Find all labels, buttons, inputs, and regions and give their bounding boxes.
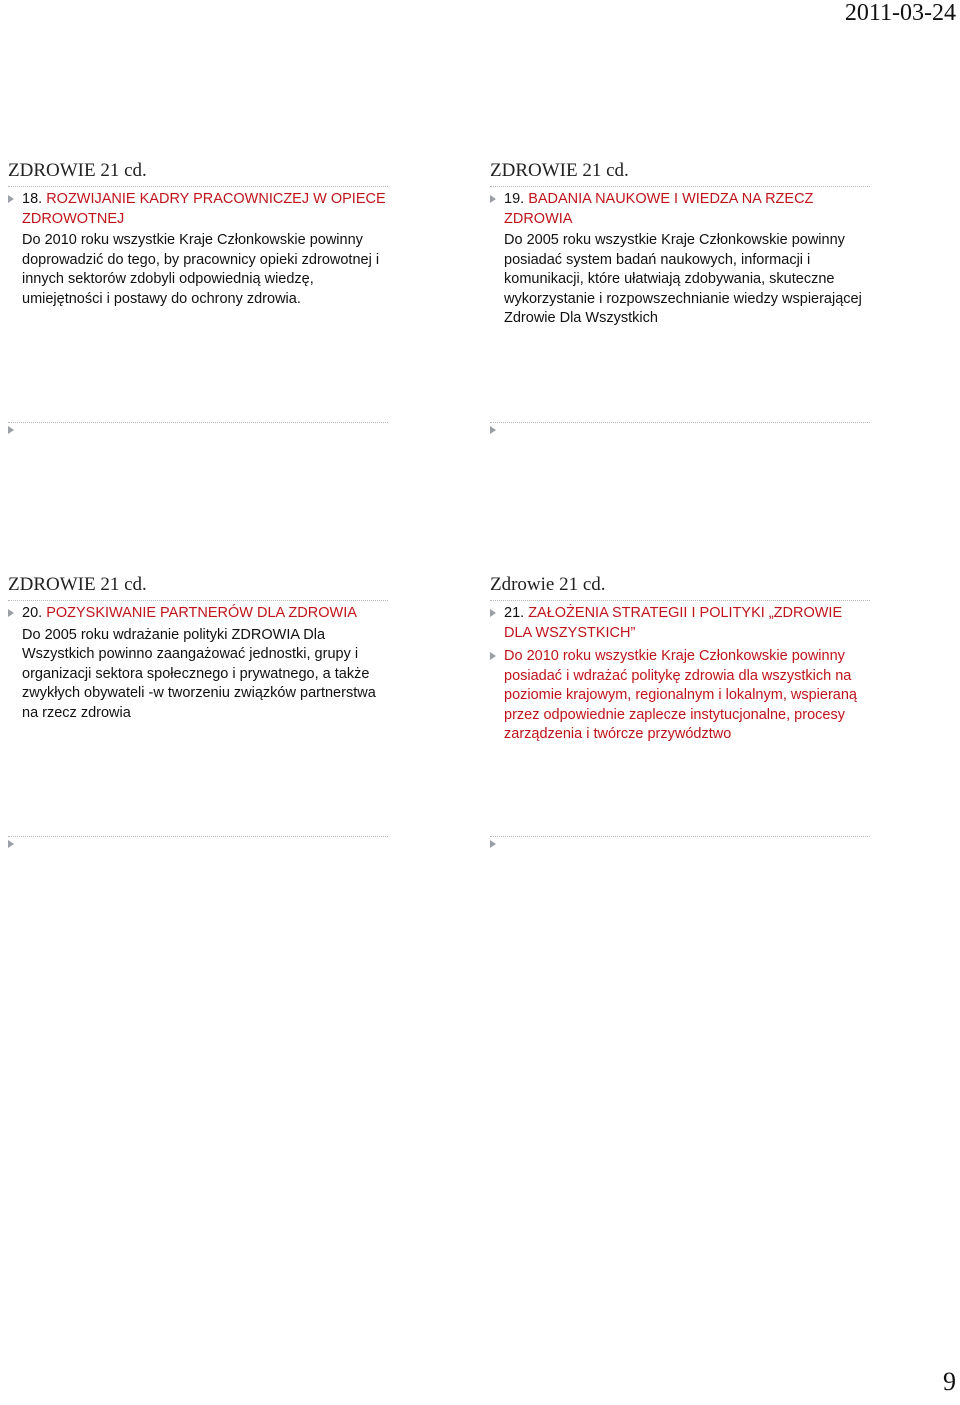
footer-divider	[490, 422, 870, 423]
title-divider	[8, 600, 388, 601]
bullet-item	[8, 190, 388, 229]
bullet-heading: ROZWIJANIE KADRY PRACOWNICZEJ W OPIECE ZDROWOTNEJ	[22, 191, 386, 227]
bullet-item	[8, 604, 388, 624]
slide-title: ZDROWIE 21 cd.	[8, 574, 147, 595]
bullet-number: 18.	[22, 191, 47, 207]
footer-divider	[8, 836, 388, 837]
footer-arrow-icon	[8, 426, 14, 434]
bullet-item	[490, 190, 870, 229]
bullet-arrow-icon	[8, 195, 14, 203]
bullet-item	[490, 604, 870, 643]
title-divider	[8, 186, 388, 187]
slide-title: ZDROWIE 21 cd.	[8, 160, 147, 181]
page-date: 2011-03-24	[844, 0, 956, 26]
slide-18	[8, 160, 388, 450]
footer-divider	[8, 422, 388, 423]
slide-21	[490, 574, 870, 864]
footer-arrow-icon	[8, 840, 14, 848]
bullet-heading: POZYSKIWANIE PARTNERÓW DLA ZDROWIA	[46, 605, 357, 621]
bullet-arrow-icon	[8, 609, 14, 617]
bullet-text: Do 2010 roku wszystkie Kraje Członkowskie powinny posiadać i wdrażać politykę zdrowia dla wszystkich na poziomie krajowym, regionalnym i lokalnym, wspieraną przez odpowiednie zaplecze instytucjonalne, procesy zarządzenia i twórcze przywództwo	[504, 648, 857, 742]
page-number: 9	[943, 1367, 956, 1396]
bullet-item	[490, 647, 870, 745]
slide-title: ZDROWIE 21 cd.	[490, 160, 629, 181]
title-divider	[490, 186, 870, 187]
footer-arrow-icon	[490, 840, 496, 848]
bullet-arrow-icon	[490, 652, 496, 660]
slide-19	[490, 160, 870, 450]
title-divider	[490, 600, 870, 601]
slide-title: Zdrowie 21 cd.	[490, 574, 606, 595]
footer-divider	[490, 836, 870, 837]
footer-arrow-icon	[490, 426, 496, 434]
slide-body: Do 2010 roku wszystkie Kraje Członkowskie powinny doprowadzić do tego, by pracownicy opieki zdrowotnej i innych sektorów zdobyli odpowiednią wiedzę, umiejętności i postawy do ochrony zdrowia.	[22, 232, 380, 307]
bullet-number: 20.	[22, 605, 47, 621]
bullet-arrow-icon	[490, 195, 496, 203]
bullet-heading: ZAŁOŻENIA STRATEGII I POLITYKI „ZDROWIE DLA WSZYSTKICH”	[504, 605, 843, 641]
bullet-number: 19.	[504, 191, 529, 207]
bullet-number: 21.	[504, 605, 529, 621]
slide-body: Do 2005 roku wszystkie Kraje Członkowskie powinny posiadać system badań naukowych, informacji i komunikacji, które ułatwiają zdobywania, skuteczne wykorzystanie i rozpowszechnianie wiedzy wspierającej Zdrowie Dla Wszystkich	[504, 232, 862, 326]
bullet-heading: BADANIA NAUKOWE I WIEDZA NA RZECZ ZDROWIA	[504, 191, 814, 227]
slide-20	[8, 574, 388, 864]
bullet-arrow-icon	[490, 609, 496, 617]
slide-body: Do 2005 roku wdrażanie polityki ZDROWIA Dla Wszystkich powinno zaangażować jednostki, grupy i organizacji sektora społecznego i prywatnego, a także zwykłych obywateli -w tworzeniu związków partnerstwa na rzecz zdrowia	[22, 626, 376, 721]
